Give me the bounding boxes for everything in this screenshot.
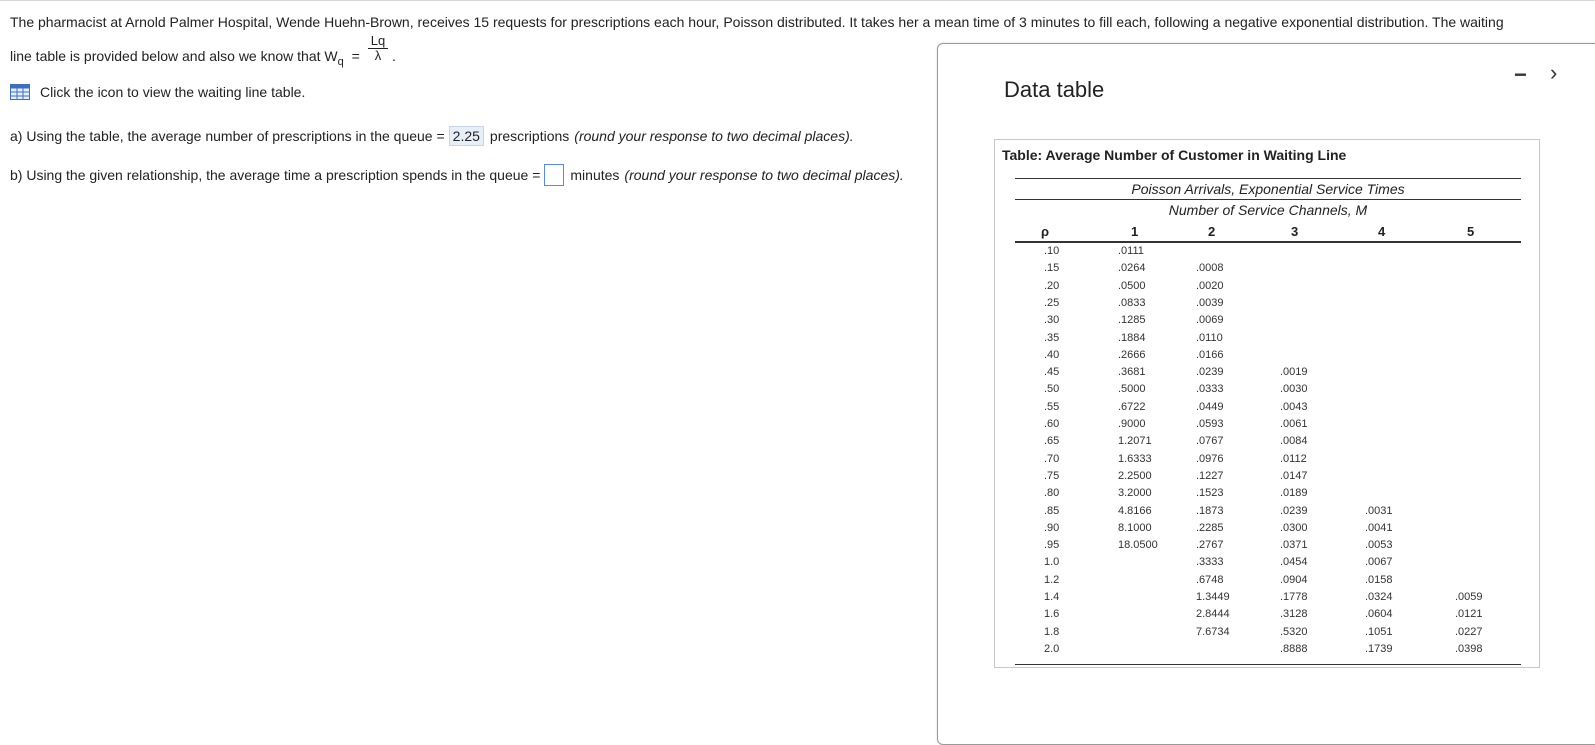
value-cell: .0067	[1365, 556, 1393, 569]
wq-subscript: q	[337, 55, 344, 68]
value-cell: .5320	[1280, 625, 1308, 638]
rho-cell: .20	[1044, 279, 1060, 292]
problem-line2	[10, 48, 360, 68]
rho-cell: .95	[1044, 539, 1060, 552]
col-header-3: 3	[1291, 224, 1299, 239]
value-cell: .0039	[1196, 296, 1224, 309]
col-header-1: 1	[1131, 224, 1139, 239]
table-caption: Table: Average Number of Customer in Waiting Line	[1002, 147, 1347, 163]
table-rule-mid	[1015, 199, 1521, 200]
value-cell: .1051	[1365, 625, 1393, 638]
close-icon[interactable]: ›	[1550, 60, 1558, 85]
rho-cell: 1.2	[1044, 573, 1060, 586]
value-cell: .0227	[1455, 625, 1483, 638]
equals-sign: =	[351, 48, 360, 64]
rho-cell: .15	[1044, 262, 1060, 275]
col-header-5: 5	[1467, 224, 1475, 239]
value-cell: .0020	[1196, 279, 1224, 292]
rho-cell: 1.6	[1044, 608, 1060, 621]
value-cell: .0767	[1196, 435, 1224, 448]
value-cell: 2.2500	[1118, 469, 1152, 482]
value-cell: .0121	[1455, 608, 1483, 621]
minimize-button[interactable]: −	[1514, 62, 1527, 87]
value-cell: .0112	[1280, 452, 1307, 465]
col-header-2: 2	[1208, 224, 1216, 239]
fraction-period: .	[392, 48, 396, 64]
value-cell: .0043	[1280, 400, 1308, 413]
value-cell: .0061	[1280, 418, 1308, 430]
part-b-answer-input[interactable]	[544, 164, 564, 186]
value-cell: 18.0500	[1118, 539, 1158, 552]
top-divider	[0, 0, 1595, 1]
value-cell: .2666	[1118, 348, 1146, 361]
value-cell: 4.8166	[1118, 504, 1152, 517]
rho-cell: .10	[1044, 245, 1060, 257]
problem-intro: The pharmacist at Arnold Palmer Hospital, Wende Huehn-Brown, receives 15 requests for prescriptions each hour, Poisson distributed. It takes her a mean time of 3 minutes to fill each, following a negative exponential distribution. The waiting	[10, 14, 1504, 30]
value-cell: .0030	[1280, 383, 1308, 396]
value-cell: .3128	[1280, 608, 1308, 621]
value-cell: .3681	[1118, 366, 1146, 379]
rho-cell: .35	[1044, 331, 1060, 344]
value-cell: .0166	[1196, 348, 1224, 361]
rho-cell: .50	[1044, 383, 1060, 396]
rho-cell: 1.4	[1044, 591, 1060, 603]
value-cell: .3333	[1196, 556, 1224, 569]
rho-cell: 1.8	[1044, 625, 1060, 638]
value-cell: .0454	[1280, 556, 1308, 569]
value-cell: .2767	[1196, 539, 1224, 552]
fraction-numerator: Lq	[368, 34, 388, 49]
value-cell: .0053	[1365, 539, 1393, 552]
part-b-unit: minutes	[570, 167, 620, 183]
value-cell: .0300	[1280, 521, 1308, 534]
rho-cell: .30	[1044, 314, 1060, 327]
value-cell: .1739	[1365, 642, 1393, 655]
value-cell: .0069	[1196, 314, 1224, 327]
value-cell: .0239	[1196, 366, 1224, 379]
value-cell: .0500	[1118, 279, 1146, 292]
value-cell: 7.6734	[1196, 625, 1230, 638]
value-cell: .1523	[1196, 487, 1224, 500]
part-b-note: (round your response to two decimal places).	[624, 167, 904, 183]
value-cell: .0059	[1455, 591, 1483, 603]
value-cell: .0904	[1280, 573, 1308, 586]
value-cell: .0976	[1196, 452, 1224, 465]
value-cell: .0264	[1118, 262, 1146, 275]
value-cell: .1285	[1118, 314, 1146, 327]
value-cell: .0324	[1365, 591, 1393, 603]
part-a-text: a) Using the table, the average number of prescriptions in the queue =	[10, 128, 445, 144]
line2-text: line table is provided below and also we know that W	[10, 48, 338, 64]
rho-cell: .40	[1044, 348, 1060, 361]
part-a-answer[interactable]: 2.25	[449, 126, 484, 146]
table-rule-bottom	[1015, 664, 1521, 665]
table-rule-header	[1015, 241, 1521, 243]
value-cell: .2285	[1196, 521, 1224, 534]
rho-cell: .60	[1044, 418, 1060, 430]
rho-cell: .45	[1044, 366, 1060, 379]
rho-cell: .65	[1044, 435, 1060, 448]
value-cell: 8.1000	[1118, 521, 1152, 534]
rho-cell: 2.0	[1044, 642, 1060, 655]
icon-link-text: Click the icon to view the waiting line table.	[40, 84, 306, 100]
value-cell: 1.3449	[1196, 591, 1230, 603]
value-cell: .0158	[1365, 573, 1393, 586]
value-cell: .0604	[1365, 608, 1393, 621]
value-cell: .0111	[1118, 245, 1144, 257]
col-header-4: 4	[1378, 224, 1386, 239]
value-cell: .0333	[1196, 383, 1224, 396]
value-cell: 1.6333	[1118, 452, 1152, 465]
table-subtitle-1: Poisson Arrivals, Exponential Service Times	[1131, 181, 1405, 197]
table-icon[interactable]	[10, 84, 30, 100]
part-b	[10, 164, 904, 186]
value-cell: .6722	[1118, 400, 1146, 413]
rho-cell: .55	[1044, 400, 1060, 413]
value-cell: .0147	[1280, 469, 1308, 482]
value-cell: .1778	[1280, 591, 1308, 603]
value-cell: .0371	[1280, 539, 1308, 552]
dialog-title: Data table	[1004, 77, 1105, 102]
part-b-text: b) Using the given relationship, the average time a prescription spends in the queue =	[10, 167, 541, 183]
value-cell: .0008	[1196, 262, 1224, 275]
value-cell: .1873	[1196, 504, 1224, 517]
value-cell: 2.8444	[1196, 608, 1230, 621]
value-cell: 1.2071	[1118, 435, 1152, 448]
part-a	[10, 126, 854, 146]
rho-cell: .85	[1044, 504, 1060, 517]
value-cell: .9000	[1118, 418, 1146, 430]
rho-cell: 1.0	[1044, 556, 1060, 569]
data-table-dialog	[937, 43, 1595, 745]
rho-cell: .90	[1044, 521, 1060, 534]
table-subtitle-2: Number of Service Channels, M	[1168, 202, 1368, 218]
value-cell: .0084	[1280, 435, 1308, 448]
value-cell: .0110	[1196, 331, 1223, 344]
value-cell: .0239	[1280, 504, 1308, 517]
part-a-note: (round your response to two decimal places).	[574, 128, 854, 144]
value-cell: .0398	[1455, 642, 1483, 655]
lq-over-lambda-fraction	[368, 34, 388, 63]
value-cell: .1227	[1196, 469, 1224, 482]
value-cell: .1884	[1118, 331, 1146, 344]
value-cell: .0593	[1196, 418, 1224, 430]
value-cell: .5000	[1118, 383, 1146, 396]
value-cell: .0031	[1365, 504, 1393, 517]
part-a-unit: prescriptions	[489, 128, 570, 144]
rho-cell: .80	[1044, 487, 1060, 500]
value-cell: 3.2000	[1118, 487, 1152, 500]
table-rule-top	[1015, 178, 1521, 179]
col-header-rho: ρ	[1041, 224, 1050, 239]
value-cell: .8888	[1280, 642, 1308, 655]
value-cell: .0833	[1118, 296, 1146, 309]
value-cell: .6748	[1196, 573, 1224, 586]
table-icon-line	[10, 84, 305, 100]
value-cell: .0019	[1280, 366, 1308, 379]
fraction-denominator: λ	[374, 48, 382, 63]
rho-cell: .70	[1044, 452, 1060, 465]
value-cell: .0449	[1196, 400, 1224, 413]
value-cell: .0189	[1280, 487, 1308, 500]
rho-cell: .25	[1044, 296, 1060, 309]
waiting-line-table	[994, 139, 1540, 668]
value-cell: .0041	[1365, 521, 1393, 534]
rho-cell: .75	[1044, 469, 1060, 482]
